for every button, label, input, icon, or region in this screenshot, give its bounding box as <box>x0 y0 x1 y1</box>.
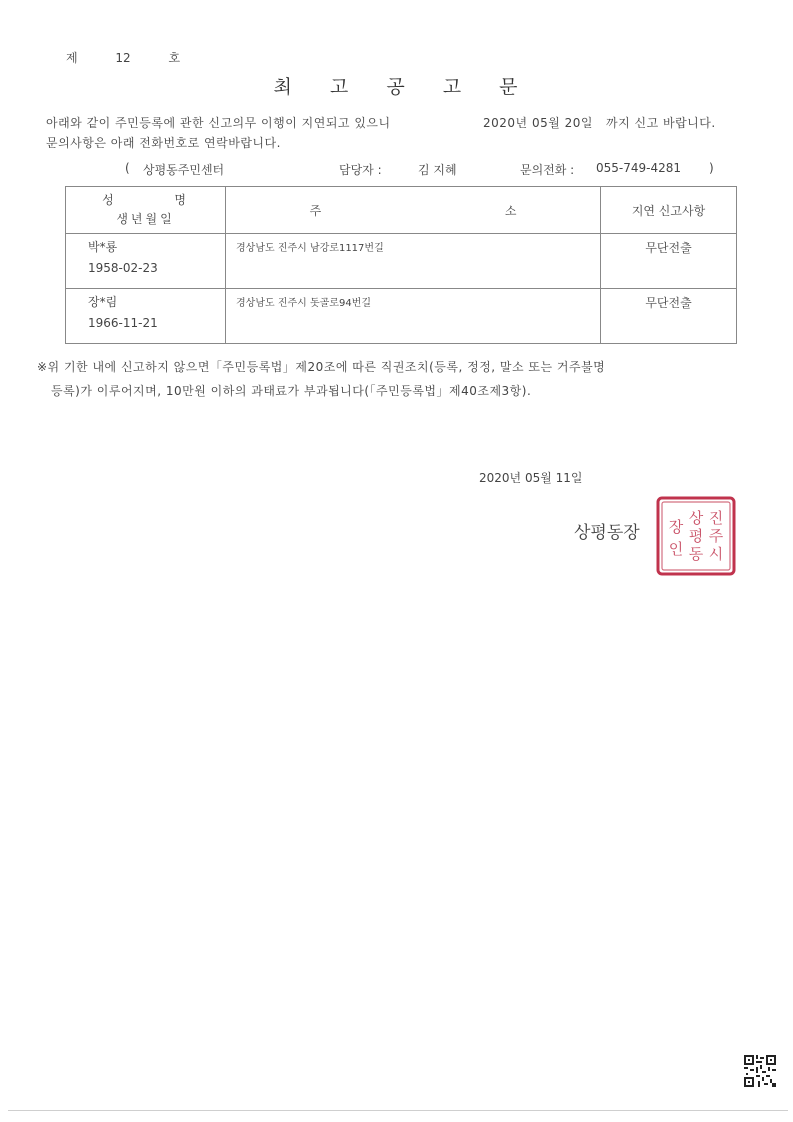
contact-phone: 055-749-4281 <box>596 161 682 175</box>
title-char: 고 <box>442 76 464 98</box>
contact-manager: 김 지혜 <box>418 163 457 177</box>
document-number <box>66 49 180 66</box>
doc-no-value: 12 <box>115 51 131 65</box>
footnote-line-1: ※위 기한 내에 신고하지 않으면「주민등록법」제20조에 따른 직권조치(등록, 정정, 말소 또는 거주불명 <box>37 360 606 374</box>
table-header-row <box>66 187 737 234</box>
issue-date: 2020년 05월 11일 <box>479 471 583 485</box>
seal-char: 인 <box>668 540 684 558</box>
seal-char: 시 <box>708 545 724 563</box>
doc-no-suffix: 호 <box>168 51 181 65</box>
contact-close-paren: ) <box>709 161 714 175</box>
overdue-status: 무단전출 <box>645 241 692 255</box>
seal-char: 진 <box>708 509 724 527</box>
header-name <box>66 191 225 210</box>
seal-char: 주 <box>708 527 724 545</box>
overdue-report-table <box>65 186 737 344</box>
notice-suffix: 까지 신고 바랍니다. <box>606 116 716 130</box>
footnote-line-2: 등록)가 이루어지며, 10만원 이하의 과태료가 부과됩니다(「주민등록법」제40조제3항). <box>51 384 532 398</box>
header-name-part: 명 <box>174 193 189 207</box>
table-row <box>66 234 737 289</box>
notice-line-1 <box>46 114 716 131</box>
header-status: 지연 신고사항 <box>601 187 737 234</box>
header-address-part: 주 <box>309 203 322 218</box>
overdue-status: 무단전출 <box>645 296 692 310</box>
person-name: 박*룡 <box>88 240 118 254</box>
person-address: 경상남도 진주시 돗골로94번길 <box>236 298 372 309</box>
contact-phone-label: 문의전화 : <box>520 163 575 177</box>
issuer-title: 상평동장 <box>574 523 640 543</box>
seal-char: 상 <box>688 509 704 527</box>
contact-manager-label: 담당자 : <box>339 163 382 177</box>
title-char: 공 <box>386 76 407 98</box>
page-bottom-rule <box>8 1110 788 1111</box>
contact-open-paren: ( <box>125 161 130 175</box>
header-address <box>226 187 601 234</box>
seal-char: 장 <box>668 518 684 536</box>
official-seal-icon <box>656 496 736 576</box>
page-title <box>0 72 793 99</box>
header-name-birth <box>66 187 226 234</box>
header-birth: 생년월일 <box>116 212 175 226</box>
seal-char: 평 <box>688 527 704 545</box>
seal-char: 동 <box>688 545 704 563</box>
qr-code-icon <box>744 1055 776 1087</box>
notice-line-2: 문의사항은 아래 전화번호로 연락바랍니다. <box>46 136 281 150</box>
person-name: 장*림 <box>88 295 118 309</box>
doc-no-prefix: 제 <box>66 51 78 65</box>
title-char: 문 <box>499 76 520 98</box>
table-row <box>66 289 737 344</box>
title-char: 최 <box>273 76 294 98</box>
header-address-part: 소 <box>504 203 517 218</box>
deadline-date: 2020년 05월 20일 <box>483 116 593 130</box>
person-birth: 1966-11-21 <box>88 316 158 330</box>
person-birth: 1958-02-23 <box>88 261 158 275</box>
contact-office: 상평동주민센터 <box>143 163 225 177</box>
notice-text: 아래와 같이 주민등록에 관한 신고의무 이행이 지연되고 있으니 <box>46 116 391 130</box>
header-name-part: 성 <box>102 193 117 207</box>
person-address: 경상남도 진주시 남강로1117번길 <box>236 243 384 254</box>
title-char: 고 <box>329 76 351 98</box>
